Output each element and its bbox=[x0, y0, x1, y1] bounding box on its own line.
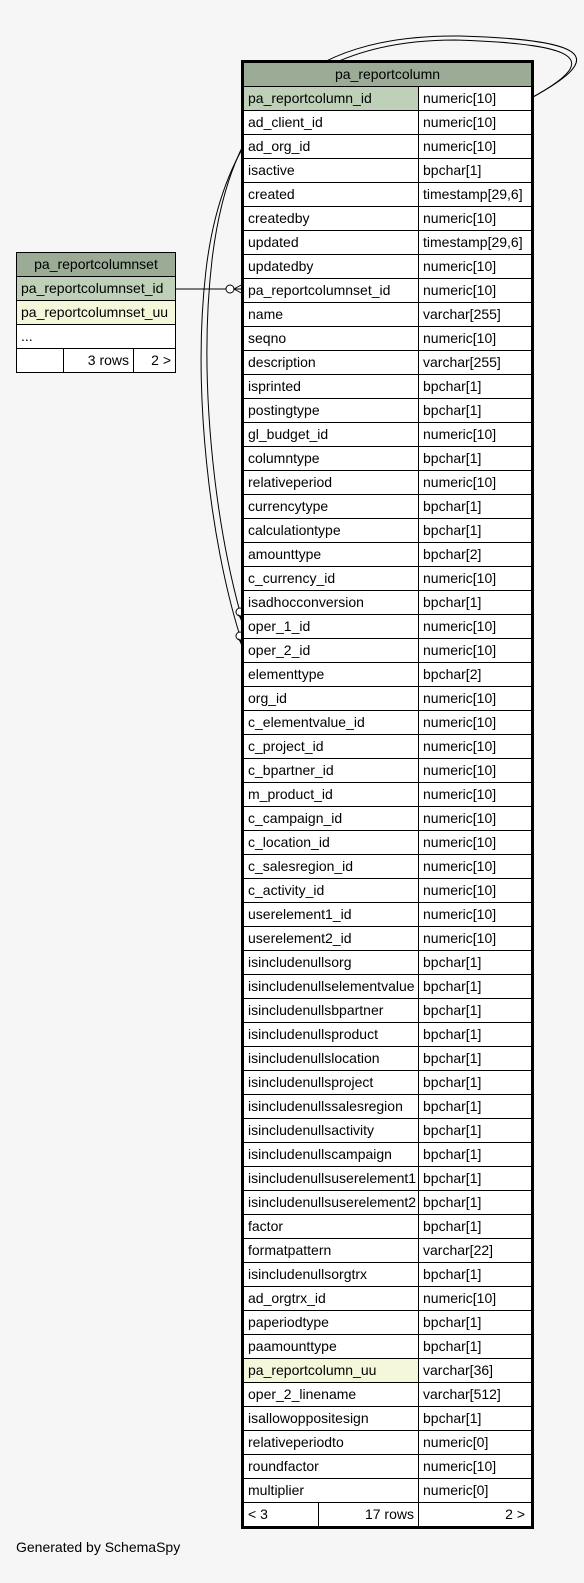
column-type: timestamp[29,6] bbox=[423, 186, 523, 202]
column-row[interactable]: pa_reportcolumnset_id bbox=[17, 277, 175, 301]
column-row[interactable] bbox=[244, 159, 531, 183]
column-name: ad_org_id bbox=[244, 135, 419, 158]
column-name: relativeperiod bbox=[244, 471, 419, 494]
column-name: userelement1_id bbox=[244, 903, 419, 926]
column-row[interactable] bbox=[244, 1431, 531, 1455]
column-row[interactable] bbox=[244, 1479, 531, 1503]
column-type: bpchar[1] bbox=[423, 1266, 482, 1282]
column-row[interactable] bbox=[244, 567, 531, 591]
column-type: numeric[10] bbox=[423, 906, 497, 922]
column-type: numeric[10] bbox=[423, 690, 497, 706]
column-name: seqno bbox=[244, 327, 419, 350]
column-row[interactable] bbox=[244, 999, 531, 1023]
column-type: bpchar[1] bbox=[423, 1002, 482, 1018]
column-type: numeric[10] bbox=[423, 810, 497, 826]
column-row[interactable] bbox=[244, 975, 531, 999]
column-name: isactive bbox=[244, 159, 419, 182]
column-row[interactable] bbox=[244, 519, 531, 543]
column-row[interactable] bbox=[244, 399, 531, 423]
column-type: timestamp[29,6] bbox=[423, 234, 523, 250]
column-name: pa_reportcolumnset_id bbox=[244, 279, 419, 302]
column-row[interactable] bbox=[244, 1191, 531, 1215]
column-type: numeric[10] bbox=[423, 474, 497, 490]
column-name: gl_budget_id bbox=[244, 423, 419, 446]
table-pa-reportcolumnset[interactable] bbox=[16, 252, 176, 373]
column-name: amounttype bbox=[244, 543, 419, 566]
column-name: c_activity_id bbox=[244, 879, 419, 902]
column-name: formatpattern bbox=[244, 1239, 419, 1262]
column-type: numeric[10] bbox=[423, 738, 497, 754]
column-name: calculationtype bbox=[244, 519, 419, 542]
column-name: c_campaign_id bbox=[244, 807, 419, 830]
column-row[interactable] bbox=[244, 591, 531, 615]
column-row[interactable] bbox=[244, 231, 531, 255]
column-row[interactable] bbox=[244, 303, 531, 327]
column-type: bpchar[1] bbox=[423, 402, 482, 418]
column-type: bpchar[1] bbox=[423, 1170, 482, 1186]
column-name: relativeperiodto bbox=[244, 1431, 419, 1454]
column-type: numeric[0] bbox=[423, 1482, 489, 1498]
column-name: currencytype bbox=[244, 495, 419, 518]
table-footer bbox=[244, 1503, 531, 1526]
column-type: numeric[10] bbox=[423, 858, 497, 874]
column-row[interactable] bbox=[244, 1407, 531, 1431]
column-row[interactable] bbox=[244, 807, 531, 831]
column-name: isincludenullsorgtrx bbox=[244, 1263, 419, 1286]
column-type: bpchar[1] bbox=[423, 1026, 482, 1042]
column-type: bpchar[1] bbox=[423, 594, 482, 610]
column-name: ad_orgtrx_id bbox=[244, 1287, 419, 1310]
column-type: bpchar[1] bbox=[423, 522, 482, 538]
column-row[interactable] bbox=[244, 1383, 531, 1407]
column-row[interactable] bbox=[244, 1263, 531, 1287]
column-type: numeric[10] bbox=[423, 714, 497, 730]
column-name: c_project_id bbox=[244, 735, 419, 758]
column-type: numeric[10] bbox=[423, 618, 497, 634]
column-row[interactable] bbox=[244, 1359, 531, 1383]
table-footer bbox=[17, 349, 175, 372]
column-row[interactable] bbox=[244, 543, 531, 567]
column-type: bpchar[1] bbox=[423, 1194, 482, 1210]
column-name: ad_client_id bbox=[244, 111, 419, 134]
column-name: createdby bbox=[244, 207, 419, 230]
column-name: updated bbox=[244, 231, 419, 254]
column-row[interactable] bbox=[244, 351, 531, 375]
column-name: pa_reportcolumn_uu bbox=[244, 1359, 419, 1382]
column-row[interactable] bbox=[244, 255, 531, 279]
column-type: numeric[10] bbox=[423, 330, 497, 346]
column-name: factor bbox=[244, 1215, 419, 1238]
column-name: isincludenullsbpartner bbox=[244, 999, 419, 1022]
column-type: varchar[255] bbox=[423, 306, 501, 322]
column-type: bpchar[1] bbox=[423, 1218, 482, 1234]
column-name: oper_1_id bbox=[244, 615, 419, 638]
column-name: oper_2_id bbox=[244, 639, 419, 662]
column-name: isincludenullscampaign bbox=[244, 1143, 419, 1166]
column-type: numeric[10] bbox=[423, 1290, 497, 1306]
column-row[interactable] bbox=[244, 687, 531, 711]
column-row[interactable] bbox=[244, 111, 531, 135]
column-row[interactable] bbox=[244, 183, 531, 207]
table-rows bbox=[244, 87, 531, 1503]
footer-row-count: 3 rows bbox=[64, 349, 134, 372]
column-row[interactable] bbox=[244, 327, 531, 351]
column-type: bpchar[1] bbox=[423, 378, 482, 394]
column-type: bpchar[1] bbox=[423, 498, 482, 514]
column-type: numeric[10] bbox=[423, 786, 497, 802]
column-row[interactable] bbox=[244, 663, 531, 687]
column-type: bpchar[1] bbox=[423, 1050, 482, 1066]
column-name: isincludenullsorg bbox=[244, 951, 419, 974]
column-name: description bbox=[244, 351, 419, 374]
column-row[interactable] bbox=[244, 1119, 531, 1143]
column-row[interactable] bbox=[244, 1143, 531, 1167]
column-row[interactable] bbox=[244, 639, 531, 663]
footer-row-count: 17 rows bbox=[319, 1503, 419, 1526]
column-row[interactable] bbox=[244, 831, 531, 855]
column-name: isprinted bbox=[244, 375, 419, 398]
column-row[interactable] bbox=[244, 1047, 531, 1071]
column-name: isincludenullsproject bbox=[244, 1071, 419, 1094]
column-row[interactable] bbox=[244, 207, 531, 231]
column-name: c_location_id bbox=[244, 831, 419, 854]
column-name: oper_2_linename bbox=[244, 1383, 419, 1406]
column-row[interactable] bbox=[244, 759, 531, 783]
column-type: numeric[10] bbox=[423, 258, 497, 274]
column-type: numeric[10] bbox=[423, 282, 497, 298]
column-row[interactable] bbox=[244, 1023, 531, 1047]
column-name: pa_reportcolumn_id bbox=[244, 87, 419, 110]
column-type: numeric[10] bbox=[423, 930, 497, 946]
column-type: bpchar[1] bbox=[423, 954, 482, 970]
footer-left bbox=[17, 349, 64, 372]
column-row[interactable] bbox=[244, 1071, 531, 1095]
column-type: bpchar[1] bbox=[423, 450, 482, 466]
column-row[interactable] bbox=[244, 471, 531, 495]
column-row[interactable] bbox=[244, 711, 531, 735]
column-type: bpchar[2] bbox=[423, 546, 482, 562]
column-name: paamounttype bbox=[244, 1335, 419, 1358]
column-row[interactable] bbox=[244, 1311, 531, 1335]
column-type: varchar[512] bbox=[423, 1386, 501, 1402]
column-name: columntype bbox=[244, 447, 419, 470]
column-name: c_bpartner_id bbox=[244, 759, 419, 782]
column-row[interactable]: pa_reportcolumnset_uu bbox=[17, 301, 175, 325]
column-type: numeric[10] bbox=[423, 138, 497, 154]
column-type: bpchar[1] bbox=[423, 162, 482, 178]
column-type: varchar[36] bbox=[423, 1362, 494, 1378]
column-name: name bbox=[244, 303, 419, 326]
column-row[interactable] bbox=[244, 783, 531, 807]
column-row[interactable] bbox=[244, 855, 531, 879]
column-name: isincludenullsuserelement1 bbox=[244, 1167, 419, 1190]
column-name: isincludenullsactivity bbox=[244, 1119, 419, 1142]
column-type: bpchar[1] bbox=[423, 1098, 482, 1114]
column-name: isincludenullsuserelement2 bbox=[244, 1191, 419, 1214]
column-row[interactable] bbox=[244, 1215, 531, 1239]
column-type: numeric[10] bbox=[423, 210, 497, 226]
column-type: numeric[0] bbox=[423, 1434, 489, 1450]
column-name: paperiodtype bbox=[244, 1311, 419, 1334]
column-name: m_product_id bbox=[244, 783, 419, 806]
column-name: c_currency_id bbox=[244, 567, 419, 590]
column-name: isallowoppositesign bbox=[244, 1407, 419, 1430]
column-type: numeric[10] bbox=[423, 90, 497, 106]
column-row[interactable] bbox=[244, 735, 531, 759]
column-name: roundfactor bbox=[244, 1455, 419, 1478]
column-type: bpchar[1] bbox=[423, 1338, 482, 1354]
generated-by-label: Generated by SchemaSpy bbox=[16, 1539, 181, 1555]
column-type: bpchar[1] bbox=[423, 1314, 482, 1330]
column-name: isincludenullselementvalue bbox=[244, 975, 419, 998]
column-row[interactable] bbox=[244, 135, 531, 159]
edge-zero-marker bbox=[226, 285, 234, 293]
column-name: isadhocconversion bbox=[244, 591, 419, 614]
column-type: numeric[10] bbox=[423, 834, 497, 850]
column-name: c_salesregion_id bbox=[244, 855, 419, 878]
column-type: bpchar[1] bbox=[423, 978, 482, 994]
column-row[interactable] bbox=[244, 375, 531, 399]
column-name: userelement2_id bbox=[244, 927, 419, 950]
table-title[interactable]: pa_reportcolumn bbox=[244, 63, 531, 87]
column-name: isincludenullssalesregion bbox=[244, 1095, 419, 1118]
column-row[interactable] bbox=[244, 927, 531, 951]
column-row[interactable] bbox=[244, 87, 531, 111]
table-pa-reportcolumn[interactable] bbox=[241, 60, 534, 1529]
footer-children-count: 2 > bbox=[151, 352, 171, 368]
column-row[interactable] bbox=[244, 1095, 531, 1119]
column-type: numeric[10] bbox=[423, 762, 497, 778]
column-type: varchar[22] bbox=[423, 1242, 494, 1258]
column-type: bpchar[2] bbox=[423, 666, 482, 682]
column-type: numeric[10] bbox=[423, 1458, 497, 1474]
column-row[interactable] bbox=[244, 903, 531, 927]
column-type: numeric[10] bbox=[423, 426, 497, 442]
column-row[interactable] bbox=[244, 495, 531, 519]
footer-children-count: 2 > bbox=[505, 1506, 525, 1522]
column-type: bpchar[1] bbox=[423, 1146, 482, 1162]
column-name: isincludenullslocation bbox=[244, 1047, 419, 1070]
column-row[interactable] bbox=[244, 615, 531, 639]
column-row[interactable] bbox=[244, 1287, 531, 1311]
column-type: numeric[10] bbox=[423, 570, 497, 586]
column-row[interactable] bbox=[244, 1167, 531, 1191]
column-name: postingtype bbox=[244, 399, 419, 422]
column-name: c_elementvalue_id bbox=[244, 711, 419, 734]
column-row[interactable]: ... bbox=[17, 325, 175, 349]
column-name: org_id bbox=[244, 687, 419, 710]
column-row[interactable] bbox=[244, 447, 531, 471]
column-row[interactable] bbox=[244, 423, 531, 447]
table-rows bbox=[17, 277, 175, 349]
column-row[interactable] bbox=[244, 1239, 531, 1263]
column-name: elementtype bbox=[244, 663, 419, 686]
column-type: bpchar[1] bbox=[423, 1074, 482, 1090]
column-type: numeric[10] bbox=[423, 114, 497, 130]
column-name: updatedby bbox=[244, 255, 419, 278]
column-name: multiplier bbox=[244, 1479, 419, 1502]
column-type: numeric[10] bbox=[423, 882, 497, 898]
column-type: varchar[255] bbox=[423, 354, 501, 370]
column-row[interactable] bbox=[244, 1455, 531, 1479]
table-title[interactable]: pa_reportcolumnset bbox=[17, 253, 175, 277]
column-type: bpchar[1] bbox=[423, 1410, 482, 1426]
column-type: numeric[10] bbox=[423, 642, 497, 658]
column-name: isincludenullsproduct bbox=[244, 1023, 419, 1046]
column-row[interactable] bbox=[244, 879, 531, 903]
column-row[interactable] bbox=[244, 951, 531, 975]
column-type: bpchar[1] bbox=[423, 1122, 482, 1138]
column-row[interactable] bbox=[244, 279, 531, 303]
footer-parents-count: < 3 bbox=[244, 1503, 319, 1526]
column-row[interactable] bbox=[244, 1335, 531, 1359]
column-name: created bbox=[244, 183, 419, 206]
